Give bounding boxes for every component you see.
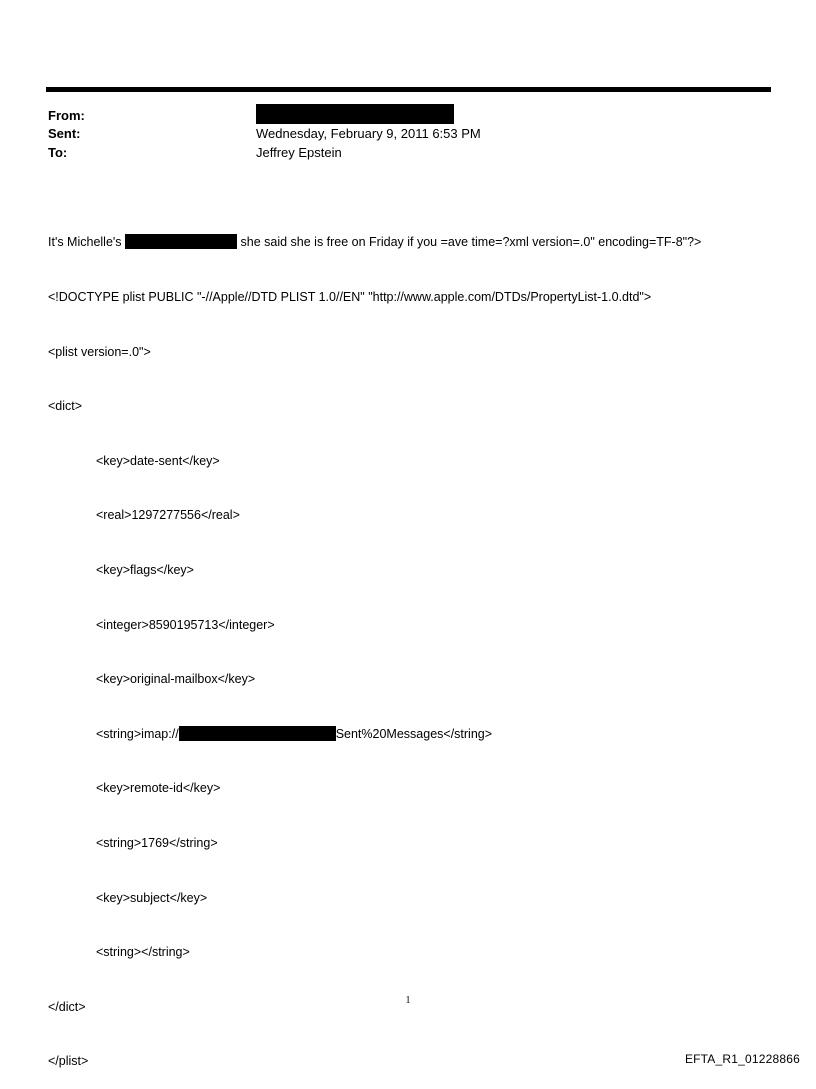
body-line: <plist version=.0"> <box>48 344 151 359</box>
body-text-segment: Sent%20Messages</string> <box>335 726 493 741</box>
sent-label: Sent: <box>48 126 81 141</box>
body-line <box>48 725 778 743</box>
body-line: <string></string> <box>96 945 190 960</box>
email-body <box>48 197 778 1089</box>
page-number: 1 <box>405 995 411 1006</box>
body-line: <key>date-sent</key> <box>96 453 220 468</box>
body-text-segment: she said she is free on Friday if you =ave time=?xml version=.0" encoding=TF-8"?> <box>237 235 702 250</box>
body-line: <string>1769</string> <box>96 835 218 850</box>
to-value: Jeffrey Epstein <box>256 145 342 160</box>
body-line: <real>1297277556</real> <box>96 508 240 523</box>
body-line: <dict> <box>48 399 83 414</box>
body-text-segment: It's Michelle's <box>48 235 122 250</box>
body-line: </dict> <box>48 999 86 1014</box>
body-line: <key>flags</key> <box>96 562 194 577</box>
redaction-box <box>179 726 336 741</box>
body-line: <key>original-mailbox</key> <box>96 672 256 687</box>
body-line: <key>subject</key> <box>96 890 208 905</box>
body-text-segment: <string>imap:// <box>96 726 179 741</box>
body-line: <integer>8590195713</integer> <box>96 617 275 632</box>
from-label: From: <box>48 108 85 123</box>
redaction-box <box>125 234 237 249</box>
body-line: </plist> <box>48 1054 89 1069</box>
body-line: <key>remote-id</key> <box>96 781 221 796</box>
redaction-box <box>256 104 454 124</box>
bates-number: EFTA_R1_01228866 <box>684 1052 800 1066</box>
sent-value: Wednesday, February 9, 2011 6:53 PM <box>256 126 481 141</box>
header-rule <box>46 87 771 92</box>
from-value-redacted <box>256 104 454 126</box>
body-line <box>48 233 778 251</box>
body-line: <!DOCTYPE plist PUBLIC "-//Apple//DTD PLIST 1.0//EN" "http://www.apple.com/DTDs/PropertyList-1.0.dtd"> <box>48 290 652 304</box>
to-label: To: <box>48 145 68 160</box>
